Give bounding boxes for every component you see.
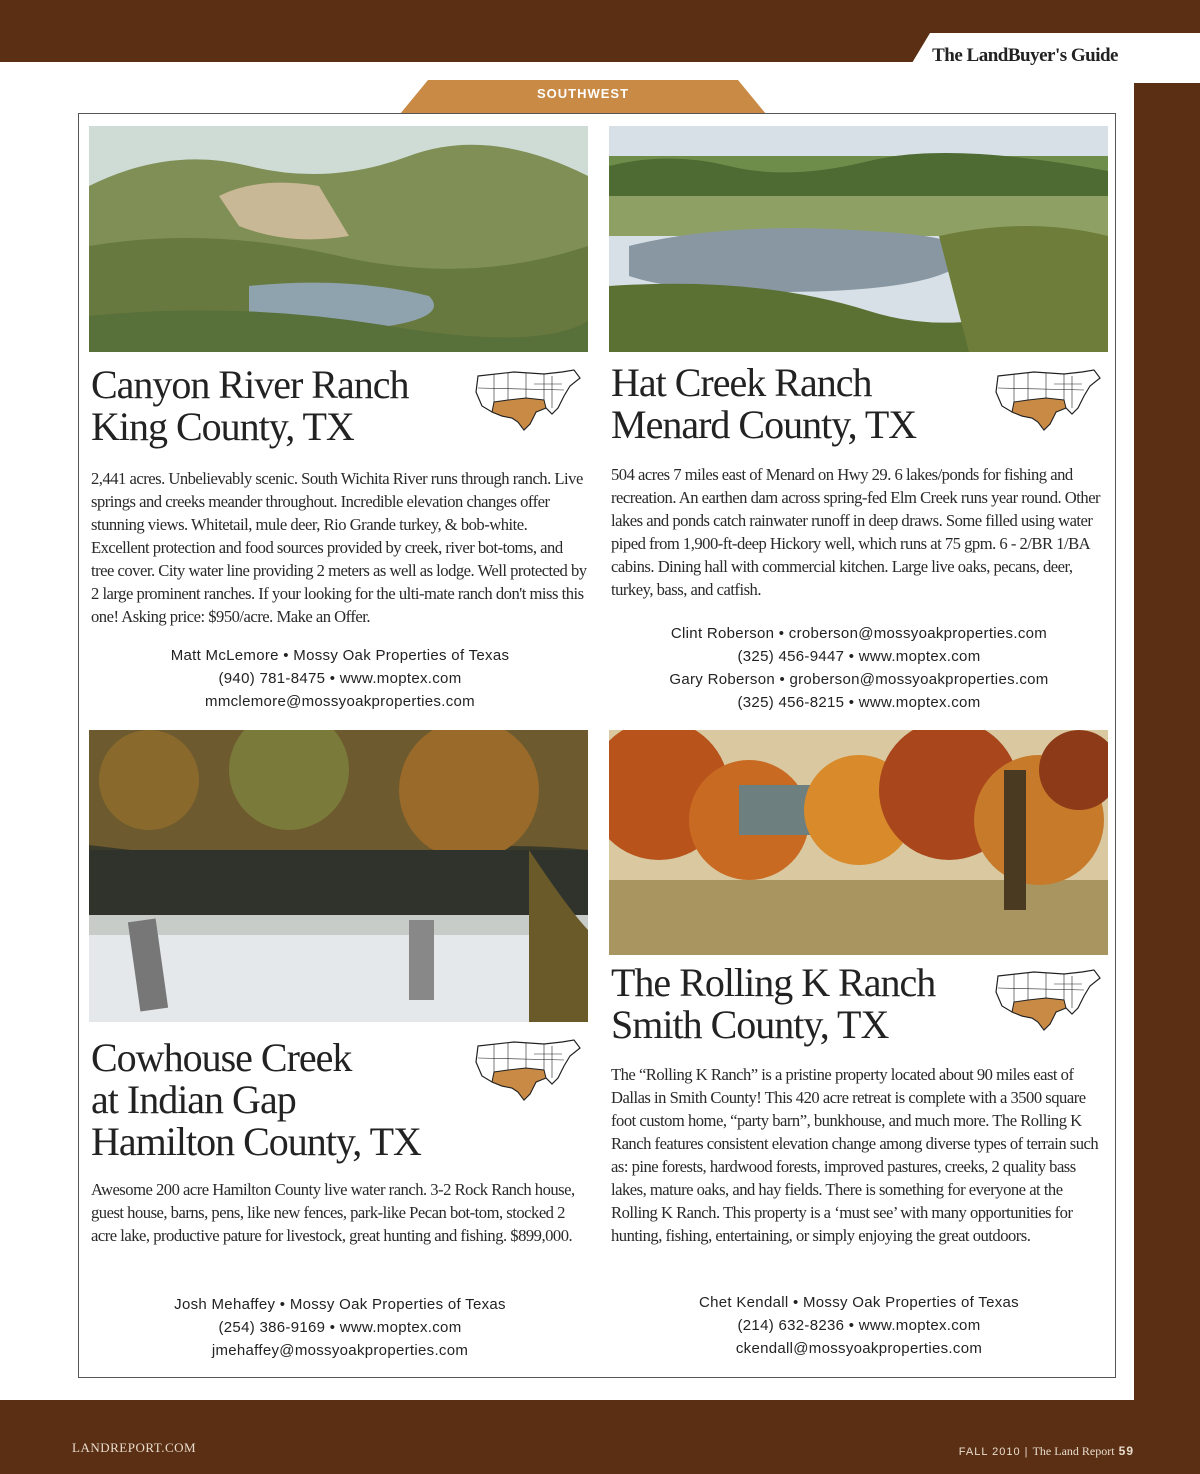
us-map-icon [994,968,1104,1038]
listing-description: 2,441 acres. Unbelievably scenic. South Wichita River runs through ranch. Live springs and creeks meander throughout. Incredible elevation changes offer stunning views. Whitetail, mule deer, Rio Grande turkey, & bob-white. Excellent protection and food sources provided by creek, river bot-toms, and tree cover. City water line providing 2 meters as well as lodge. Well protected by 2 large prominent ranches. If your looking for the ulti-mate ranch don't miss this one! Asking price: $950/acre. Make an Offer. [91,469,587,626]
us-map-icon [474,368,584,438]
title-line: at Indian Gap [91,1077,296,1122]
listing-contact [89,1293,591,1362]
us-map-icon [474,1038,584,1108]
us-map-icon [994,368,1104,438]
footer-magazine: The Land Report [1032,1444,1115,1458]
contact-line[interactable]: mmclemore@mossyoakproperties.com [205,693,475,710]
listing-contact [89,644,591,713]
contact-line[interactable]: jmehaffey@mossyoakproperties.com [211,1342,469,1359]
contact-line[interactable]: (325) 456-9447 • www.moptex.com [737,648,981,665]
title-line: Smith County, TX [611,1002,889,1047]
title-line: Hat Creek Ranch [611,360,872,405]
title-line: The Rolling K Ranch [611,960,936,1005]
contact-line: Josh Mehaffey • Mossy Oak Properties of Texas [174,1296,506,1313]
title-line: Canyon River Ranch [91,362,409,407]
section-label: SOUTHWEST [536,86,630,101]
contact-line[interactable]: ckendall@mossyoakproperties.com [735,1340,983,1357]
footer-separator: | [1024,1446,1029,1458]
listing-title [91,364,409,448]
footer-site[interactable]: LANDREPORT.COM [72,1440,197,1455]
listing-description: 504 acres 7 miles east of Menard on Hwy 29. 6 lakes/ponds for fishing and recreation. An earthen dam across spring-fed Elm Creek runs year round. Other lakes and ponds catch rainwater runoff in deep draws. Some filled using water piped from 1,900-ft-deep Hickory well, which runs at 75 gpm. 6 - 2/BR 1/BA cabins. Dining hall with commercial kitchen. Large live oaks, pecans, deer, turkey, bass, and catfish. [611,465,1101,599]
listing-title [611,962,935,1046]
title-line: Hamilton County, TX [91,1119,421,1164]
guide-title: The LandBuyer's Guide [932,45,1118,66]
rolling-k-photo [609,730,1108,955]
contact-line[interactable]: (254) 386-9169 • www.moptex.com [218,1319,462,1336]
listing-description: The “Rolling K Ranch” is a pristine property located about 90 miles east of Dallas in Smith County! This 420 acre retreat is complete with a 3500 square foot custom home, “party barn”, bunkhouse, and much more. The Rolling K Ranch features consistent elevation change among diverse types of terrain such as: pine forests, hardwood forests, improved pastures, creeks, 2 quality bass lakes, mature oaks, and hay fields. There is something for everyone at the Rolling K Ranch. This property is a ‘must see’ with many opportunities for hunting, fishing, entertaining, or simply enjoying the great outdoors. [611,1065,1099,1245]
listing-contact [609,622,1109,714]
footer-issue: FALL 2010 [958,1446,1021,1458]
bottom-brown-band [0,1400,1200,1474]
footer-folio [959,1444,1134,1459]
title-line: Cowhouse Creek [91,1035,352,1080]
title-line: King County, TX [91,404,354,449]
contact-line: Matt McLemore • Mossy Oak Properties of Texas [170,647,510,664]
contact-line: Chet Kendall • Mossy Oak Properties of Texas [699,1294,1019,1311]
contact-line[interactable]: (214) 632-8236 • www.moptex.com [737,1317,981,1334]
canyon-river-photo [89,126,588,352]
hat-creek-photo [609,126,1108,352]
listing-description: Awesome 200 acre Hamilton County live water ranch. 3-2 Rock Ranch house, guest house, barns, pens, like new fences, park-like Pecan bot-tom, stocked 2 acre lake, productive pature for livestock, great hunting and fishing. $899,000. [91,1180,575,1245]
contact-line[interactable]: (940) 781-8475 • www.moptex.com [218,670,462,687]
listing-contact [609,1291,1109,1360]
listing-title [611,362,916,446]
contact-line[interactable]: Gary Roberson • groberson@mossyoakproperties.com [669,671,1049,688]
listing-title [91,1037,421,1163]
cowhouse-creek-photo [89,730,588,1022]
contact-line[interactable]: Clint Roberson • croberson@mossyoakproperties.com [670,625,1048,642]
contact-line[interactable]: (325) 456-8215 • www.moptex.com [737,694,981,711]
page-number: 59 [1118,1444,1134,1458]
title-line: Menard County, TX [611,402,917,447]
